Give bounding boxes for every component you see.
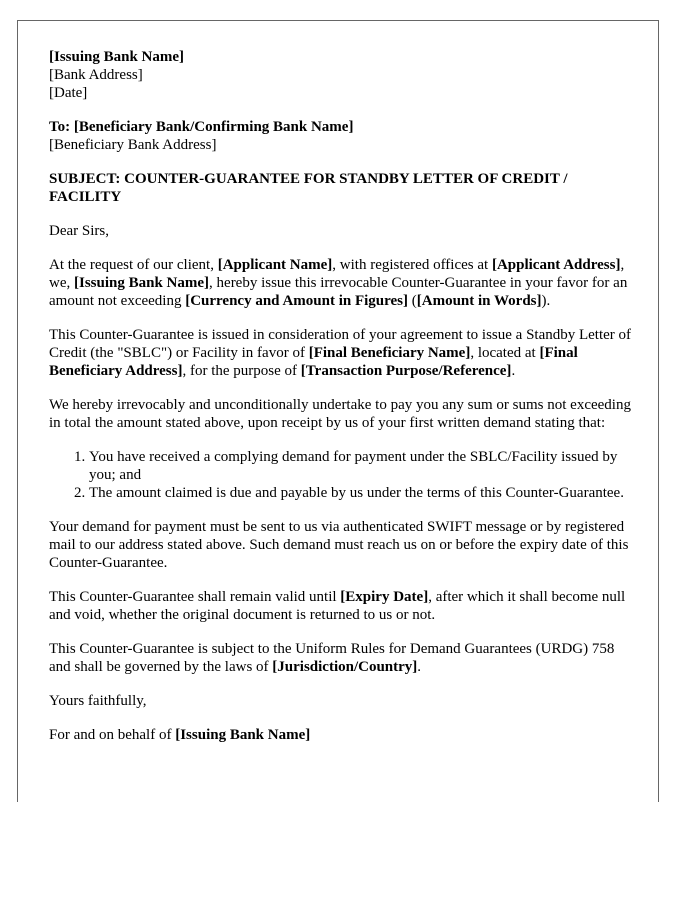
letter-body bbox=[49, 48, 635, 760]
paragraph-undertaking: We hereby irrevocably and unconditionally undertake to pay you any sum or sums not exceeding in total the amount stated above, upon receipt by us of your first written demand stating that: bbox=[49, 397, 631, 431]
list-item: 1. You have received a complying demand for payment under the SBLC/Facility issued by you; and bbox=[89, 448, 635, 484]
paragraph-demand: Your demand for payment must be sent to us via authenticated SWIFT message or by registered mail to our address stated above. Such demand must reach us on or before the expiry date of this Counter-Guarantee. bbox=[49, 519, 629, 571]
issuing-bank-name: [Issuing Bank Name] bbox=[49, 49, 185, 65]
letter-page bbox=[17, 20, 659, 802]
salutation: Dear Sirs, bbox=[49, 223, 109, 239]
recipient-address: [Beneficiary Bank Address] bbox=[49, 137, 217, 153]
recipient-block bbox=[49, 118, 635, 154]
paragraph-validity: This Counter-Guarantee shall remain valid until [Expiry Date], after which it shall become null and void, whether the original document is returned to us or not. bbox=[49, 589, 626, 623]
recipient-to-line: To: [Beneficiary Bank/Confirming Bank Name] bbox=[49, 119, 354, 135]
list-item: 2. The amount claimed is due and payable by us under the terms of this Counter-Guarantee. bbox=[89, 484, 635, 502]
letter-date: [Date] bbox=[49, 85, 88, 101]
paragraph-consideration: This Counter-Guarantee is issued in consideration of your agreement to issue a Standby Letter of Credit (the "SBLC") or Facility in favor of [Final Beneficiary Name], located at [Final Beneficiary Address], for the purpose of [Transaction Purpose/Reference]. bbox=[49, 327, 632, 379]
bank-address: [Bank Address] bbox=[49, 67, 143, 83]
signoff: For and on behalf of [Issuing Bank Name] bbox=[49, 727, 311, 743]
paragraph-governing-law: This Counter-Guarantee is subject to the Uniform Rules for Demand Guarantees (URDG) 758 and shall be governed by the laws of [Jurisdiction/Country]. bbox=[49, 641, 615, 675]
paragraph-request: At the request of our client, [Applicant Name], with registered offices at [Applicant Address], we, [Issuing Bank Name], hereby issue this irrevocable Counter-Guarantee in your favor for an amount not exceeding [Currency and Amount in Figures] ([Amount in Words]). bbox=[49, 257, 628, 309]
sender-block bbox=[49, 48, 635, 102]
subject-line: SUBJECT: COUNTER-GUARANTEE FOR STANDBY LETTER OF CREDIT / FACILITY bbox=[49, 171, 568, 205]
conditions-list bbox=[49, 448, 635, 502]
closing: Yours faithfully, bbox=[49, 693, 147, 709]
